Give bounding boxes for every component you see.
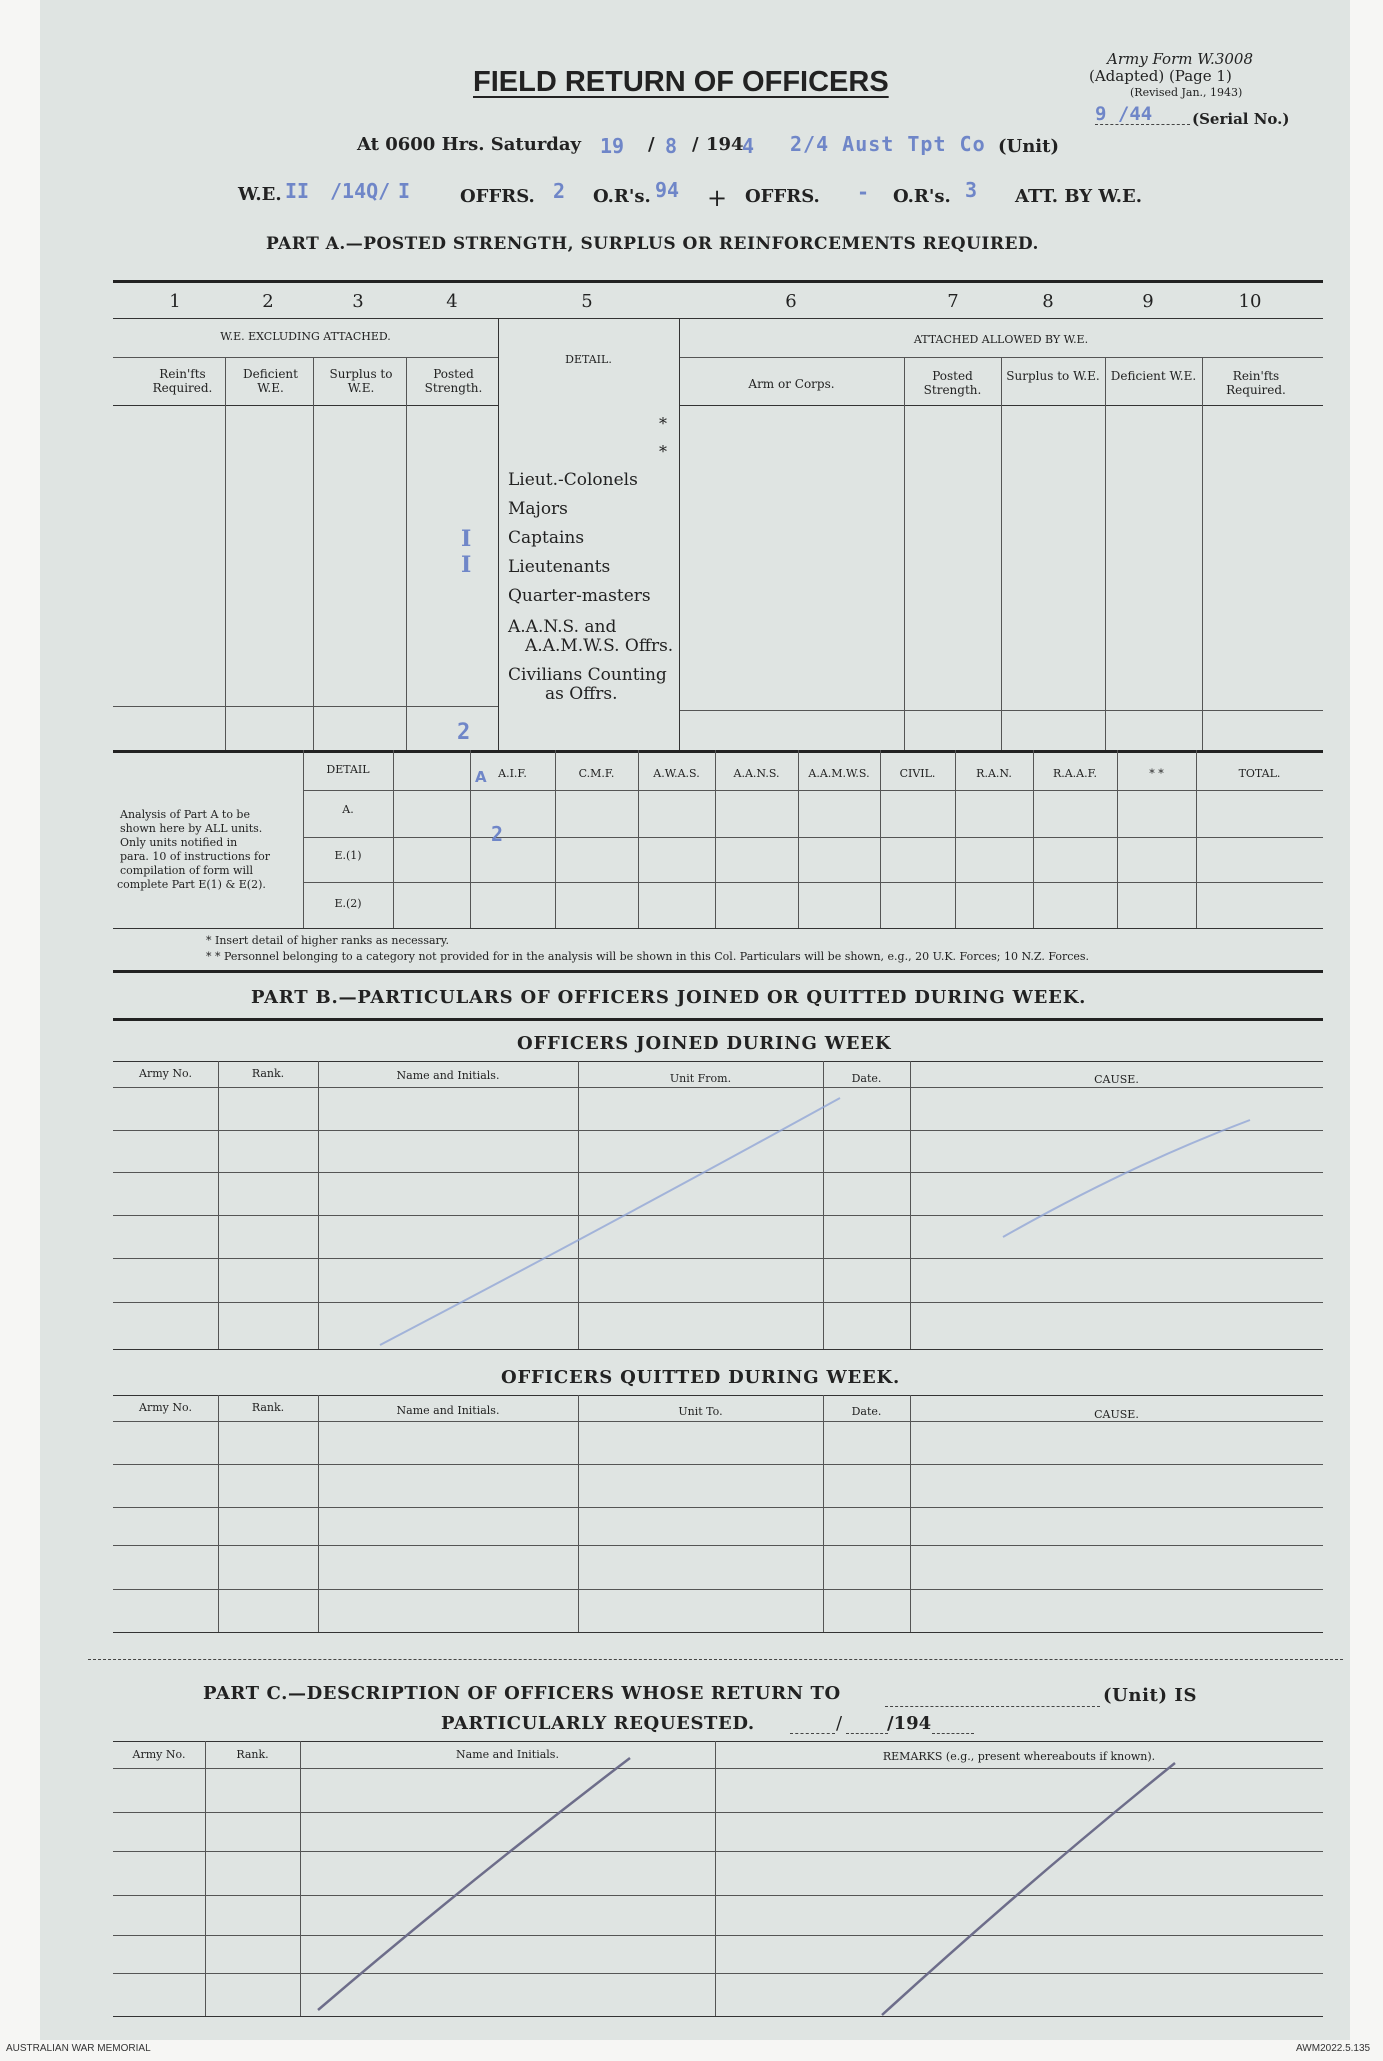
rank-lieut-colonels: Lieut.-Colonels — [508, 470, 638, 490]
header-reinforcements: Rein'fts Required. — [152, 367, 213, 395]
form-name: Army Form W.3008 — [1107, 50, 1253, 68]
analysis-header-civil: CIVIL. — [899, 767, 936, 780]
att-by-we-label: ATT. BY W.E. — [1015, 186, 1143, 207]
year-prefix: 194 — [706, 134, 744, 155]
quitted-header-date: Date. — [851, 1405, 882, 1418]
analysis-note-5: compilation of form will — [120, 864, 254, 877]
part-c-date-slash: / — [836, 1713, 843, 1734]
part-c-title-a: PART C.—DESCRIPTION OF OFFICERS WHOSE RETURN TO — [203, 1683, 841, 1704]
group-header-right: ATTACHED ALLOWED BY W.E. — [913, 333, 1089, 346]
detail-header: DETAIL. — [565, 353, 612, 366]
ors-label: O.R's. — [593, 186, 651, 207]
rank-aans: A.A.N.S. and — [508, 617, 617, 637]
joined-header-date: Date. — [851, 1072, 882, 1085]
quitted-header-army-no: Army No. — [139, 1401, 192, 1414]
header-surplus: Surplus to W.E. — [329, 367, 393, 395]
header-att-posted: Posted Strength. — [923, 369, 982, 397]
serial-label: (Serial No.) — [1192, 110, 1290, 128]
ors-value[interactable]: 94 — [655, 178, 680, 202]
date-slash-1: / — [648, 134, 655, 155]
we-value-2[interactable]: /14Q/ — [330, 179, 391, 203]
aif-a-value[interactable]: 2 — [491, 822, 504, 846]
analysis-header-aif: A.I.F. — [498, 767, 527, 780]
date-slash-2: / — [692, 134, 699, 155]
asterisk-2: * — [659, 442, 667, 461]
day-value[interactable]: 19 — [600, 134, 625, 158]
page-title: FIELD RETURN OF OFFICERS — [473, 66, 889, 98]
rank-quarter-masters: Quarter-masters — [508, 586, 651, 606]
header-deficient: Deficient W.E. — [243, 367, 298, 395]
captains-posted-value[interactable]: I — [461, 526, 472, 552]
we-value-3[interactable]: I — [398, 179, 411, 203]
quitted-header-name: Name and Initials. — [396, 1404, 500, 1417]
part-a-title: PART A.—POSTED STRENGTH, SURPLUS OR REINFORCEMENTS REQUIRED. — [266, 234, 1039, 254]
aif-mark: A — [475, 768, 487, 786]
analysis-header-aans: A.A.N.S. — [733, 767, 780, 780]
footnote-2: * * Personnel belonging to a category not provided for in the analysis will be shown in this Col. Particulars will be shown, e.g., 20 U.K. Forces; 10 N.Z. Forces. — [206, 950, 1090, 963]
rank-majors: Majors — [508, 499, 568, 519]
offrs-label: OFFRS. — [460, 186, 535, 207]
offrs-attached-value[interactable]: - — [857, 180, 870, 204]
header-att-reinforcements: Rein'fts Required. — [1226, 369, 1286, 397]
joined-header-rank: Rank. — [251, 1067, 285, 1080]
offrs-attached-label: OFFRS. — [745, 186, 820, 207]
quitted-header-unit-to: Unit To. — [678, 1405, 723, 1418]
group-header-left: W.E. EXCLUDING ATTACHED. — [220, 330, 391, 343]
part-c-header-remarks: REMARKS (e.g., present whereabouts if known). — [882, 1750, 1156, 1763]
analysis-header-aamws: A.A.M.W.S. — [808, 767, 870, 780]
quitted-title: OFFICERS QUITTED DURING WEEK. — [501, 1367, 901, 1388]
col-number-5: 5 — [581, 291, 593, 312]
part-b-title: PART B.—PARTICULARS OF OFFICERS JOINED OR QUITTED DURING WEEK. — [251, 987, 1087, 1008]
analysis-note-4: para. 10 of instructions for — [120, 850, 271, 863]
rank-aamws: A.A.M.W.S. Offrs. — [525, 636, 674, 656]
part-c-line2-a: PARTICULARLY REQUESTED. — [441, 1713, 755, 1734]
serial-value[interactable]: 9 /44 — [1095, 103, 1153, 125]
part-c-line2-b: /194 — [887, 1713, 932, 1734]
we-value-1[interactable]: II — [285, 179, 310, 203]
unit-label: (Unit) — [998, 136, 1059, 157]
header-posted-strength: Posted Strength. — [424, 367, 483, 395]
month-value[interactable]: 8 — [665, 134, 678, 158]
rank-civilians-cont: as Offrs. — [545, 684, 618, 704]
form-adapted: (Adapted) (Page 1) — [1089, 67, 1232, 85]
quitted-header-rank: Rank. — [251, 1401, 285, 1414]
quitted-header-cause: CAUSE. — [1094, 1408, 1139, 1421]
col-number-10: 10 — [1238, 291, 1262, 312]
analysis-header-ran: R.A.N. — [976, 767, 1012, 780]
analysis-note-2: shown here by ALL units. — [120, 822, 263, 835]
lieutenants-posted-value[interactable]: I — [461, 552, 472, 578]
analysis-header-other: * * — [1149, 767, 1164, 780]
header-arm-corps: Arm or Corps. — [748, 377, 835, 391]
col-number-6: 6 — [785, 291, 797, 312]
col-number-7: 7 — [947, 291, 959, 312]
analysis-header-raaf: R.A.A.F. — [1052, 767, 1098, 780]
col-number-4: 4 — [446, 291, 458, 312]
joined-header-cause: CAUSE. — [1094, 1073, 1139, 1086]
ors-attached-label: O.R's. — [893, 186, 951, 207]
col-number-9: 9 — [1142, 291, 1154, 312]
joined-header-unit-from: Unit From. — [669, 1072, 732, 1085]
footer-right: AWM2022.5.135 — [1296, 2043, 1371, 2054]
we-label: W.E. — [238, 184, 282, 205]
form-revised: (Revised Jan., 1943) — [1130, 86, 1243, 99]
analysis-note-3: Only units notified in — [120, 836, 238, 849]
ors-attached-value[interactable]: 3 — [965, 178, 978, 202]
col-number-8: 8 — [1042, 291, 1054, 312]
analysis-row-e2: E.(2) — [334, 897, 362, 910]
part-c-header-name: Name and Initials. — [456, 1748, 559, 1761]
at-hours-label: At 0600 Hrs. Saturday — [357, 134, 582, 155]
analysis-header-cmf: C.M.F. — [578, 767, 615, 780]
footer-left: AUSTRALIAN WAR MEMORIAL — [6, 2043, 151, 2054]
col-number-2: 2 — [262, 291, 274, 312]
total-posted-value[interactable]: 2 — [457, 720, 471, 745]
part-c-header-army-no: Army No. — [132, 1748, 186, 1761]
offrs-value[interactable]: 2 — [553, 179, 566, 203]
analysis-row-a: A. — [342, 803, 354, 816]
analysis-header-total: TOTAL. — [1238, 767, 1281, 780]
part-c-header-rank: Rank. — [236, 1748, 269, 1761]
year-suffix[interactable]: 4 — [742, 134, 755, 158]
unit-value[interactable]: 2/4 Aust Tpt Co — [790, 132, 986, 156]
analysis-note-1: Analysis of Part A to be — [120, 808, 250, 821]
analysis-note-6: complete Part E(1) & E(2). — [117, 878, 266, 891]
col-number-3: 3 — [352, 291, 364, 312]
joined-title: OFFICERS JOINED DURING WEEK — [517, 1033, 892, 1054]
analysis-header-awas: A.W.A.S. — [653, 767, 700, 780]
col-number-1: 1 — [169, 291, 181, 312]
footnote-1: * Insert detail of higher ranks as necessary. — [206, 934, 450, 947]
rank-civilians: Civilians Counting — [508, 665, 667, 685]
rank-captains: Captains — [508, 528, 585, 548]
header-att-surplus: Surplus to W.E. — [1006, 369, 1100, 383]
joined-header-name: Name and Initials. — [396, 1069, 500, 1082]
plus-sign: + — [707, 184, 728, 212]
part-c-title-b: (Unit) IS — [1103, 1685, 1198, 1706]
header-att-deficient: Deficient W.E. — [1110, 369, 1197, 383]
asterisk-1: * — [659, 414, 667, 433]
rank-lieutenants: Lieutenants — [508, 557, 611, 577]
analysis-header-detail: DETAIL — [326, 763, 370, 776]
joined-header-army-no: Army No. — [139, 1067, 192, 1080]
analysis-row-e1: E.(1) — [334, 849, 362, 862]
